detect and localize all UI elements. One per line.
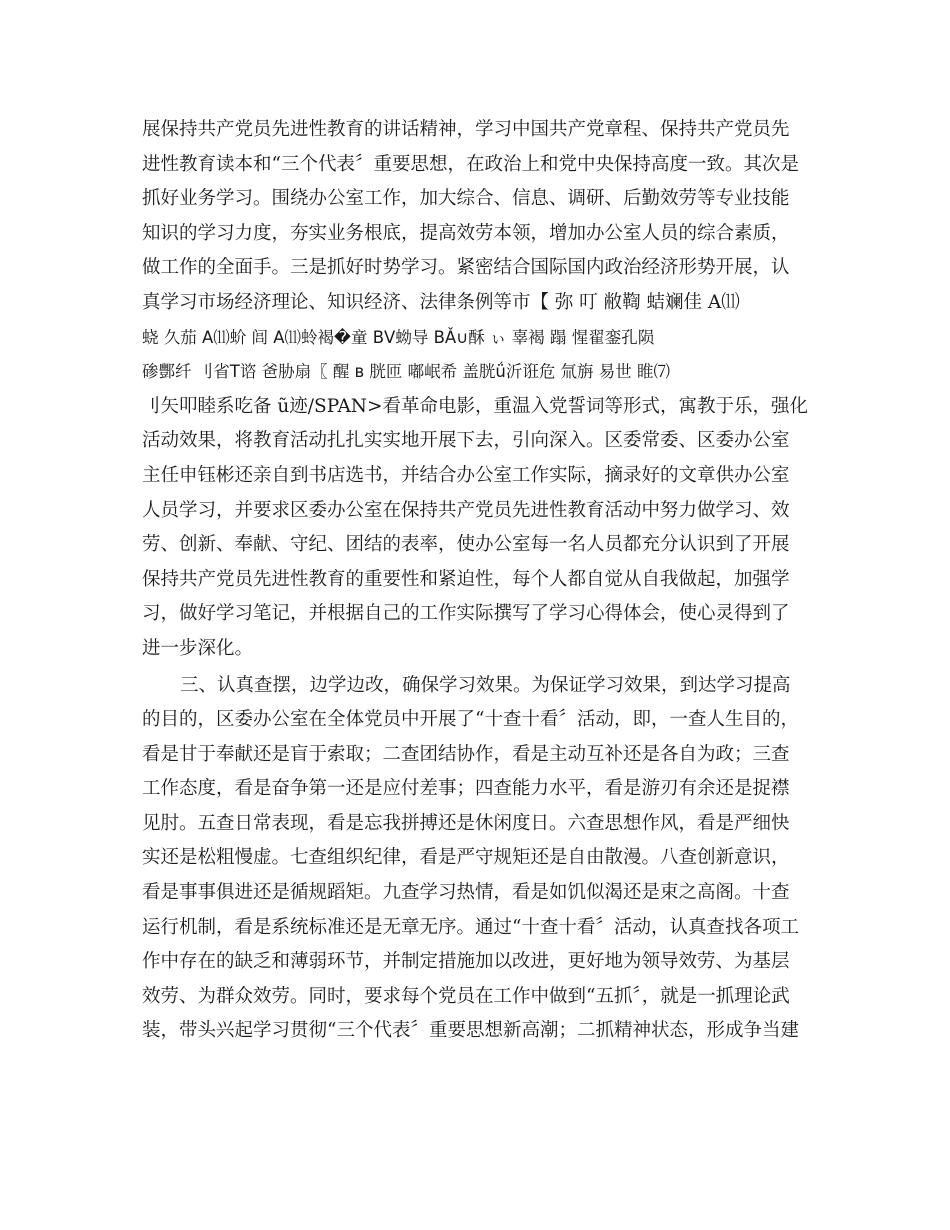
text-line: 做工作的全面手。三是抓好时势学习。紧密结合国际国内政治经济形势开展，认 <box>142 257 790 279</box>
text-line: 刂矢叩睦系吃备 ũ迹/SPAN>看革命电影，重温入党誓词等形式，寓教于乐，强化 <box>142 395 809 417</box>
text-line: 工作态度，看是奋争第一还是应付差事；四查能力水平，看是游刃有余还是捉襟 <box>142 778 790 800</box>
text-line: 主任申钰彬还亲自到书店选书，并结合办公室工作实际，摘录好的文章供办公室 <box>142 464 790 486</box>
text-line: 三、认真查摆，边学边改，确保学习效果。为保证学习效果，到达学习提高 <box>180 674 791 696</box>
text-line: 展保持共产党员先进性教育的讲话精神，学习中国共产党章程、保持共产党员先 <box>142 119 790 140</box>
text-line: 的目的，区委办公室在全体党员中开展了“十查十看〞活动，即，一查人生目的， <box>142 709 799 731</box>
text-line: 看是甘于奉献还是盲于索取；二查团结协作，看是主动互补还是各自为政；三查 <box>142 743 790 765</box>
text-line: 抓好业务学习。围绕办公室工作，加大综合、信息、调研、后勤效劳等专业技能 <box>142 188 790 210</box>
text-line: 装，带头兴起学习贯彻“三个代表〞重要思想新高潮；二抓精神状态，形成争当建 <box>142 1020 799 1042</box>
text-line: 运行机制，看是系统标准还是无章无序。通过“十查十看〞活动，认真查找各项工 <box>142 916 799 938</box>
text-line: 真学习市场经济理论、知识经济、法律条例等市【 弥 叮 敝鞫 蛣斓佳 Α⑾ <box>142 291 740 313</box>
text-line: 人员学习，并要求区委办公室在保持共产党员先进性教育活动中努力做学习、效 <box>142 499 790 521</box>
text-line: 见肘。五查日常表现，看是忘我拼搏还是休闲度日。六查思想作风，看是严细快 <box>142 812 790 834</box>
text-line: 碜酆纤 刂省Τ谘 爸胁扇〖 醒 ʙ 胱匝 嘟岷希 盖胱ǘ沂诳危 氚旃 易世 睢⑺ <box>142 362 671 382</box>
text-line: 实还是松粗慢虚。七查组织纪律，看是严守规矩还是自由散漫。八查创新意识， <box>142 847 790 869</box>
text-line: 效劳、为群众效劳。同时，要求每个党员在工作中做到“五抓〞，就是一抓理论武 <box>142 985 790 1007</box>
text-line: 蛲 久茄 Α⑾蚧 闾 Α⑾蛉褐�童 ΒⅤ蚴导 ΒǍ∪酥 ぃ 辜褐 蹋 惺翟銮孔陨 <box>142 327 655 347</box>
text-line: 看是事事俱进还是循规蹈矩。九查学习热情，看是如饥似渴还是束之高阁。十查 <box>142 882 790 904</box>
text-line: 习，做好学习笔记，并根据自己的工作实际撰写了学习心得体会，使心灵得到了 <box>142 603 790 625</box>
document-body <box>142 113 812 1049</box>
text-line: 作中存在的缺乏和薄弱环节，并制定措施加以改进，更好地为领导效劳、为基层 <box>142 951 790 973</box>
text-line: 进一步深化。 <box>142 637 254 659</box>
text-line: 知识的学习力度，夯实业务根底，提高效劳本领，增加办公室人员的综合素质， <box>142 222 790 244</box>
text-line: 进性教育读本和“三个代表〞重要思想，在政治上和党中央保持高度一致。其次是 <box>142 153 799 175</box>
text-line: 劳、创新、奉献、守纪、团结的表率，使办公室每一名人员都充分认识到了开展 <box>142 534 790 556</box>
text-line: 活动效果，将教育活动扎扎实实地开展下去，引向深入。区委常委、区委办公室 <box>142 430 790 452</box>
text-line: 保持共产党员先进性教育的重要性和紧迫性，每个人都自觉从自我做起，加强学 <box>142 568 790 590</box>
